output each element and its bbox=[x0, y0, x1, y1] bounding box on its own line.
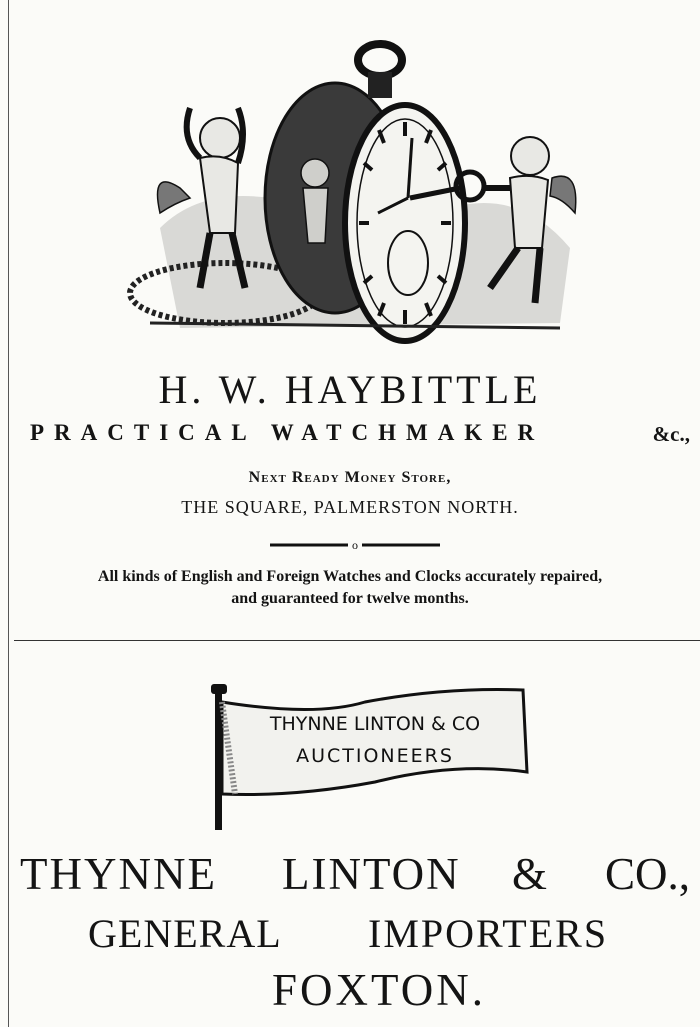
firm-name-row bbox=[20, 848, 700, 898]
description-line-2: and guaranteed for twelve months. bbox=[231, 590, 469, 607]
firm-name-word-co: CO., bbox=[605, 849, 691, 899]
profession-row bbox=[30, 420, 690, 450]
banner-flag-icon bbox=[205, 682, 535, 832]
address-text: THE SQUARE, PALMERSTON NORTH. bbox=[181, 497, 519, 517]
etcetera-text: &c., bbox=[652, 422, 690, 446]
business-type-row bbox=[88, 910, 628, 958]
business-type-general: GENERAL bbox=[88, 911, 282, 956]
section-divider bbox=[14, 640, 700, 641]
flag-text-auctioneers: AUCTIONEERS bbox=[296, 745, 454, 767]
store-location-text: Next Ready Money Store, bbox=[248, 469, 452, 486]
business-type-importers: IMPORTERS bbox=[368, 911, 609, 956]
description-line-1: All kinds of English and Foreign Watches and Clocks accurately repaired, bbox=[97, 568, 603, 585]
profession-title: PRACTICAL WATCHMAKER bbox=[30, 420, 545, 445]
firm-name-word-linton: LINTON bbox=[282, 849, 461, 899]
flag-text-firm: THYNNE LINTON & CO bbox=[269, 713, 481, 735]
service-description bbox=[0, 566, 700, 610]
ornament-divider bbox=[270, 538, 440, 552]
firm-name-word-thynne: THYNNE bbox=[20, 849, 217, 899]
firm-location: FOXTON. bbox=[272, 965, 486, 1015]
ornament-glyph: o bbox=[352, 538, 358, 552]
advertiser-name: H. W. HAYBITTLE bbox=[158, 367, 542, 412]
firm-name-ampersand: & bbox=[512, 849, 548, 899]
cherubs-with-pocket-watch-icon bbox=[120, 38, 590, 358]
